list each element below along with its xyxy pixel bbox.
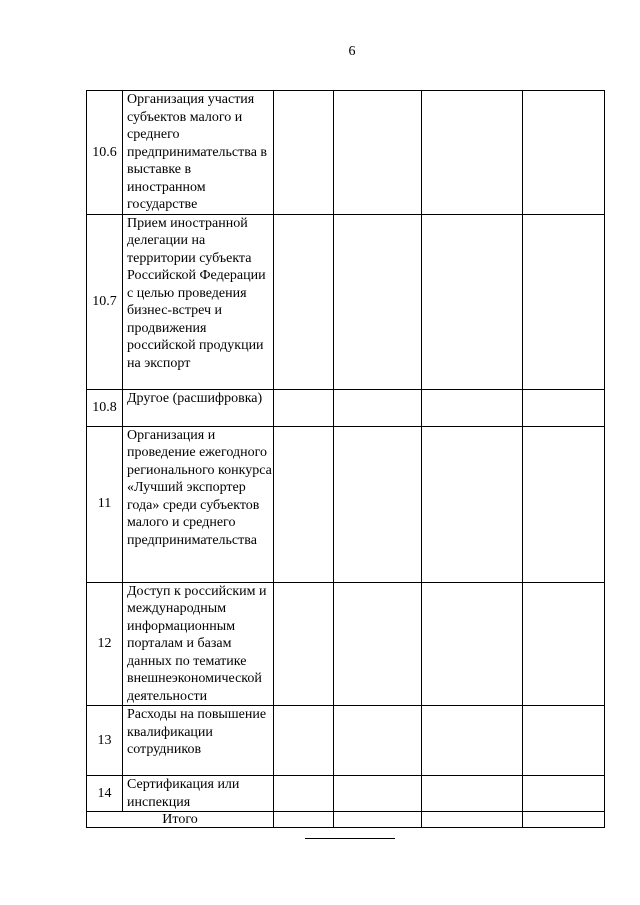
row-description: Другое (расшифровка) <box>123 389 274 426</box>
row-number: 10.6 <box>87 91 123 215</box>
empty-cell <box>274 812 334 828</box>
empty-cell <box>523 214 605 389</box>
empty-cell <box>422 426 523 582</box>
empty-cell <box>523 91 605 215</box>
empty-cell <box>422 706 523 776</box>
total-label: Итого <box>87 812 274 828</box>
total-row <box>87 812 605 828</box>
empty-cell <box>274 582 334 706</box>
empty-cell <box>523 776 605 812</box>
row-number: 13 <box>87 706 123 776</box>
empty-cell <box>274 776 334 812</box>
empty-cell <box>274 706 334 776</box>
empty-cell <box>274 389 334 426</box>
empty-cell <box>523 426 605 582</box>
table-row <box>87 389 605 426</box>
expenses-table-container <box>86 90 604 828</box>
row-description: Расходы на повышение квалификации сотрудников <box>123 706 274 776</box>
empty-cell <box>422 91 523 215</box>
empty-cell <box>274 426 334 582</box>
empty-cell <box>422 812 523 828</box>
empty-cell <box>334 812 422 828</box>
row-description: Организация участия субъектов малого и среднего предпринимательства в выставке в иностранном государстве <box>123 91 274 215</box>
row-number: 14 <box>87 776 123 812</box>
empty-cell <box>422 214 523 389</box>
row-number: 10.7 <box>87 214 123 389</box>
table-row <box>87 706 605 776</box>
empty-cell <box>334 706 422 776</box>
table-row <box>87 91 605 215</box>
empty-cell <box>422 582 523 706</box>
empty-cell <box>422 389 523 426</box>
empty-cell <box>274 214 334 389</box>
empty-cell <box>274 91 334 215</box>
empty-cell <box>523 812 605 828</box>
row-number: 12 <box>87 582 123 706</box>
empty-cell <box>334 91 422 215</box>
empty-cell <box>334 214 422 389</box>
row-number: 11 <box>87 426 123 582</box>
table-row <box>87 426 605 582</box>
page-number: 6 <box>348 44 356 59</box>
row-description: Прием иностранной делегации на территории субъекта Российской Федерации с целью проведения бизнес-встреч и продвижения российской продукции на экспорт <box>123 214 274 389</box>
empty-cell <box>523 389 605 426</box>
row-number: 10.8 <box>87 389 123 426</box>
row-description: Организация и проведение ежегодного регионального конкурса «Лучший экспортер года» среди субъектов малого и среднего предпринимательства <box>123 426 274 582</box>
empty-cell <box>523 706 605 776</box>
empty-cell <box>334 426 422 582</box>
table-row <box>87 214 605 389</box>
footer-divider <box>305 838 395 839</box>
table-row <box>87 582 605 706</box>
empty-cell <box>334 582 422 706</box>
table-row <box>87 776 605 812</box>
empty-cell <box>422 776 523 812</box>
empty-cell <box>523 582 605 706</box>
empty-cell <box>334 776 422 812</box>
empty-cell <box>334 389 422 426</box>
row-description: Доступ к российским и международным информационным порталам и базам данных по тематике внешнеэкономической деятельности <box>123 582 274 706</box>
expenses-table <box>86 90 605 828</box>
row-description: Сертификация или инспекция <box>123 776 274 812</box>
